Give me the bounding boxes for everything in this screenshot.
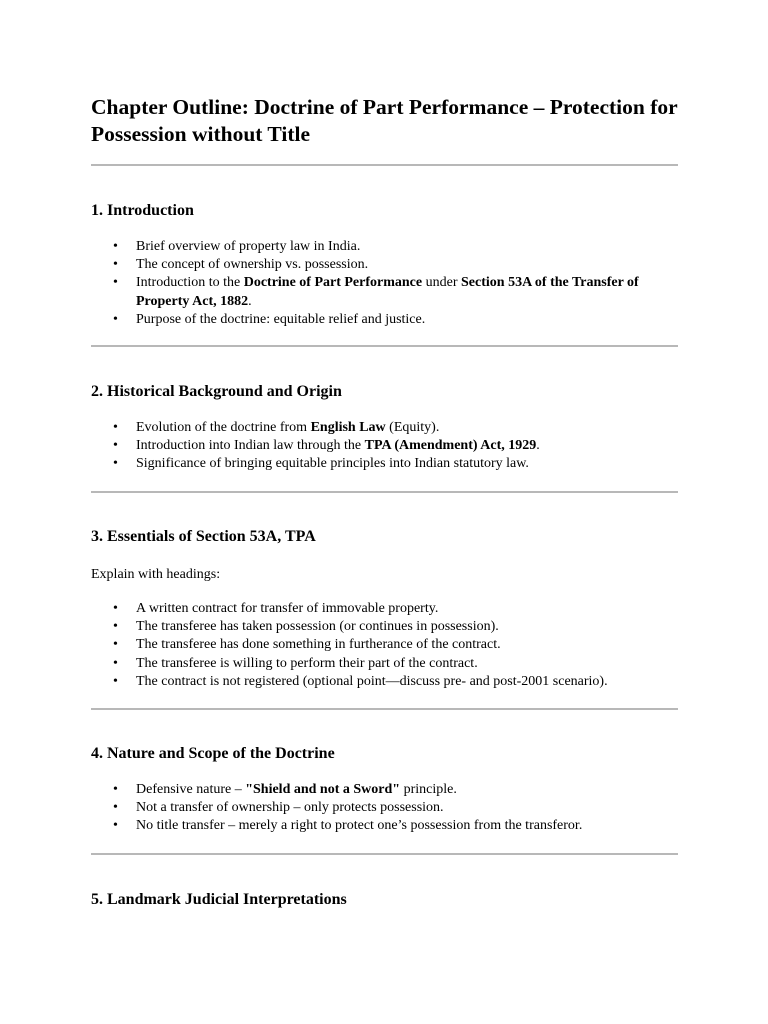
text-run: . — [536, 438, 540, 454]
text-run: No title transfer – merely a right to protect one’s possession from the transferor. — [136, 818, 583, 834]
section-list-nature-scope — [91, 781, 678, 836]
text-run: Defensive nature – — [136, 782, 246, 797]
list-item — [91, 799, 678, 817]
text-run: Brief overview of property law in India. — [136, 239, 361, 254]
list-item — [91, 419, 678, 437]
list-item — [91, 655, 678, 673]
text-run: The concept of ownership vs. possession. — [136, 257, 369, 273]
list-item — [91, 600, 678, 618]
section-list-introduction — [91, 238, 678, 329]
section-heading-introduction: 1. Introduction — [91, 202, 194, 219]
text-run: under — [422, 275, 462, 291]
divider — [91, 345, 678, 347]
text-run: Purpose of the doctrine: equitable relief and justice. — [136, 311, 426, 327]
divider — [91, 853, 678, 855]
text-run: The transferee has taken possession (or continues in possession). — [136, 619, 499, 635]
list-item — [91, 817, 678, 835]
bold-text: Section 53A of the Transfer of Property Act, 1882 — [136, 275, 639, 309]
text-run: The contract is not registered (optional point—discuss pre- and post-2001 scenario). — [136, 673, 608, 689]
text-run: Introduction into Indian law through the — [136, 438, 365, 454]
list-item — [91, 274, 678, 310]
list-item — [91, 256, 678, 274]
bold-text: English Law — [310, 420, 386, 435]
list-item — [91, 781, 678, 799]
section-heading-nature-scope: 4. Nature and Scope of the Doctrine — [91, 745, 335, 762]
text-run: Not a transfer of ownership – only protects possession. — [136, 800, 444, 816]
list-item — [91, 673, 678, 691]
list-item — [91, 618, 678, 636]
list-item — [91, 455, 678, 473]
bold-text: Doctrine of Part Performance — [243, 275, 423, 291]
section-list-essentials — [91, 600, 678, 691]
bold-text: "Shield and not a Sword" — [245, 782, 401, 797]
list-item — [91, 437, 678, 455]
section-list-historical-background — [91, 419, 678, 474]
text-run: . — [248, 293, 252, 309]
section-heading-essentials: 3. Essentials of Section 53A, TPA — [91, 528, 316, 545]
text-run: principle. — [400, 782, 457, 797]
text-run: Significance of bringing equitable principles into Indian statutory law. — [136, 456, 529, 472]
text-run: Evolution of the doctrine from — [136, 420, 311, 435]
text-run: A written contract for transfer of immovable property. — [136, 601, 439, 616]
divider — [91, 164, 678, 166]
list-item — [91, 311, 678, 329]
divider — [91, 491, 678, 493]
text-run: The transferee is willing to perform their part of the contract. — [136, 655, 478, 671]
list-item — [91, 636, 678, 654]
section-heading-historical-background: 2. Historical Background and Origin — [91, 383, 342, 400]
list-item — [91, 238, 678, 256]
section-heading-judicial-interpretations: 5. Landmark Judicial Interpretations — [91, 891, 347, 908]
text-run: The transferee has done something in furtherance of the contract. — [136, 637, 501, 653]
text-run: Introduction to the — [136, 275, 244, 291]
section-intro-text: Explain with headings: — [91, 567, 221, 582]
bold-text: TPA (Amendment) Act, 1929 — [364, 438, 537, 454]
page-title: Chapter Outline: Doctrine of Part Performance – Protection for Possession without Title — [91, 95, 678, 146]
text-run: (Equity). — [385, 420, 440, 435]
divider — [91, 708, 678, 710]
